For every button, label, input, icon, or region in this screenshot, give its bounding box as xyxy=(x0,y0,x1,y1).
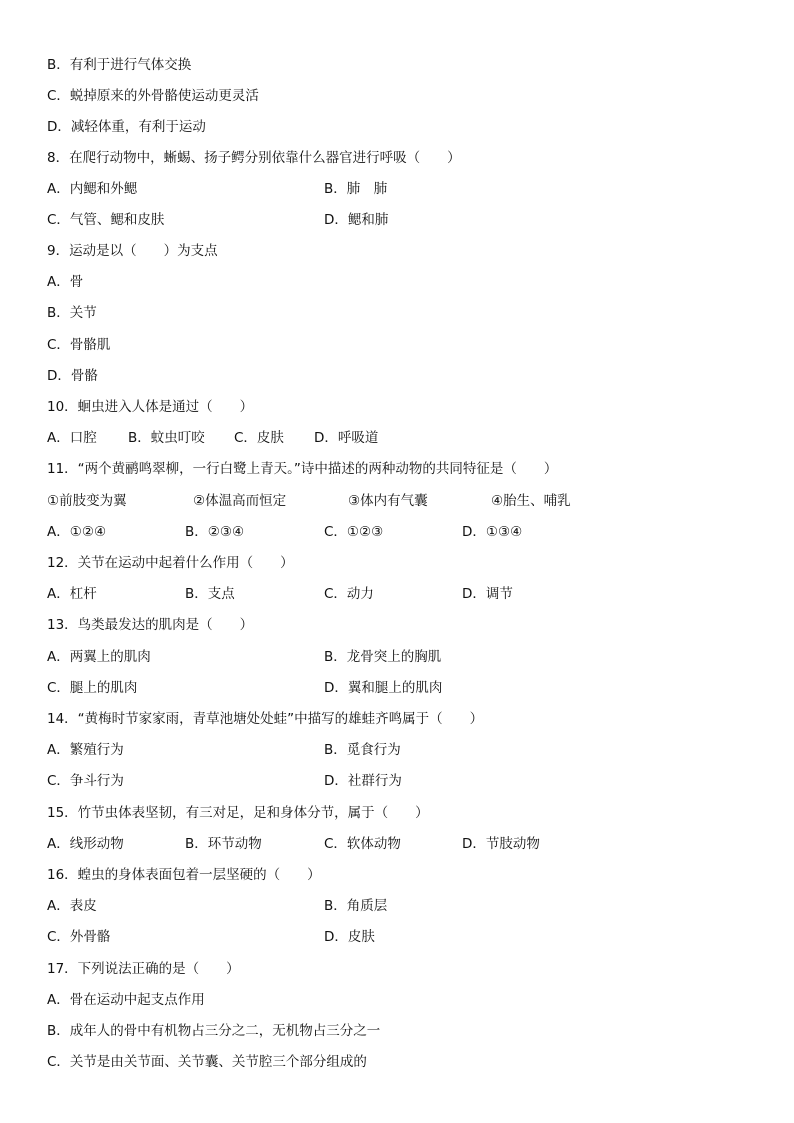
q15-option-d: D．节肢动物 xyxy=(462,836,540,852)
q15-option-c: C．软体动物 xyxy=(324,836,401,852)
question-8: 8．在爬行动物中，蜥蜴、扬子鳄分别依靠什么器官进行呼吸（ ） xyxy=(47,150,461,166)
q10-option-d: D．呼吸道 xyxy=(314,430,379,446)
q9-option-c: C．骨骼肌 xyxy=(47,337,111,353)
q11-feature-1: ①前肢变为翼 xyxy=(47,493,127,509)
q14-option-b: B．觅食行为 xyxy=(324,742,401,758)
q9-option-d: D．骨骼 xyxy=(47,368,98,384)
q11-feature-4: ④胎生、哺乳 xyxy=(491,493,571,509)
q16-option-c: C．外骨骼 xyxy=(47,929,111,945)
q9-option-b: B．关节 xyxy=(47,305,97,321)
q8-option-b: B．肺 肺 xyxy=(324,181,388,197)
q13-option-b: B．龙骨突上的胸肌 xyxy=(324,649,442,665)
q15-option-b: B．环节动物 xyxy=(185,836,262,852)
q17-option-b: B．成年人的骨中有机物占三分之二，无机物占三分之一 xyxy=(47,1023,381,1039)
q16-option-a: A．表皮 xyxy=(47,898,97,914)
question-16: 16．蝗虫的身体表面包着一层坚硬的（ ） xyxy=(47,867,321,883)
q7-option-b: B．有利于进行气体交换 xyxy=(47,57,192,73)
q11-option-a: A．①②④ xyxy=(47,524,107,540)
question-10: 10．蛔虫进入人体是通过（ ） xyxy=(47,399,254,415)
q11-option-b: B．②③④ xyxy=(185,524,245,540)
q14-option-d: D．社群行为 xyxy=(324,773,402,789)
q9-option-a: A．骨 xyxy=(47,274,84,290)
q14-option-c: C．争斗行为 xyxy=(47,773,124,789)
q8-option-a: A．内鳃和外鳃 xyxy=(47,181,138,197)
q12-option-b: B．支点 xyxy=(185,586,235,602)
q11-option-c: C．①②③ xyxy=(324,524,384,540)
q12-option-a: A．杠杆 xyxy=(47,586,97,602)
q16-option-d: D．皮肤 xyxy=(324,929,375,945)
q13-option-a: A．两翼上的肌肉 xyxy=(47,649,151,665)
question-11: 11．“两个黄鹂鸣翠柳，一行白鹭上青天。”诗中描述的两种动物的共同特征是（ ） xyxy=(47,461,558,477)
question-14: 14．“黄梅时节家家雨，青草池塘处处蛙”中描写的雄蛙齐鸣属于（ ） xyxy=(47,711,484,727)
q11-feature-3: ③体内有气囊 xyxy=(348,493,428,509)
q8-option-d: D．鳃和肺 xyxy=(324,212,389,228)
q8-option-c: C．气管、鳃和皮肤 xyxy=(47,212,165,228)
question-15: 15．竹节虫体表坚韧，有三对足，足和身体分节，属于（ ） xyxy=(47,805,429,821)
q7-option-d: D．减轻体重，有利于运动 xyxy=(47,119,206,135)
question-17: 17．下列说法正确的是（ ） xyxy=(47,961,240,977)
q10-option-c: C．皮肤 xyxy=(234,430,284,446)
question-13: 13．鸟类最发达的肌肉是（ ） xyxy=(47,617,254,633)
q13-option-c: C．腿上的肌肉 xyxy=(47,680,138,696)
question-9: 9．运动是以（ ）为支点 xyxy=(47,243,218,259)
q10-option-b: B．蚊虫叮咬 xyxy=(128,430,205,446)
q10-option-a: A．口腔 xyxy=(47,430,97,446)
question-12: 12．关节在运动中起着什么作用（ ） xyxy=(47,555,294,571)
q15-option-a: A．线形动物 xyxy=(47,836,124,852)
q11-option-d: D．①③④ xyxy=(462,524,523,540)
q17-option-a: A．骨在运动中起支点作用 xyxy=(47,992,205,1008)
q16-option-b: B．角质层 xyxy=(324,898,388,914)
q12-option-c: C．动力 xyxy=(324,586,374,602)
q12-option-d: D．调节 xyxy=(462,586,513,602)
q13-option-d: D．翼和腿上的肌肉 xyxy=(324,680,443,696)
q17-option-c: C．关节是由关节面、关节囊、关节腔三个部分组成的 xyxy=(47,1054,367,1070)
q7-option-c: C．蜕掉原来的外骨骼使运动更灵活 xyxy=(47,88,259,104)
q11-feature-2: ②体温高而恒定 xyxy=(193,493,287,509)
q14-option-a: A．繁殖行为 xyxy=(47,742,124,758)
